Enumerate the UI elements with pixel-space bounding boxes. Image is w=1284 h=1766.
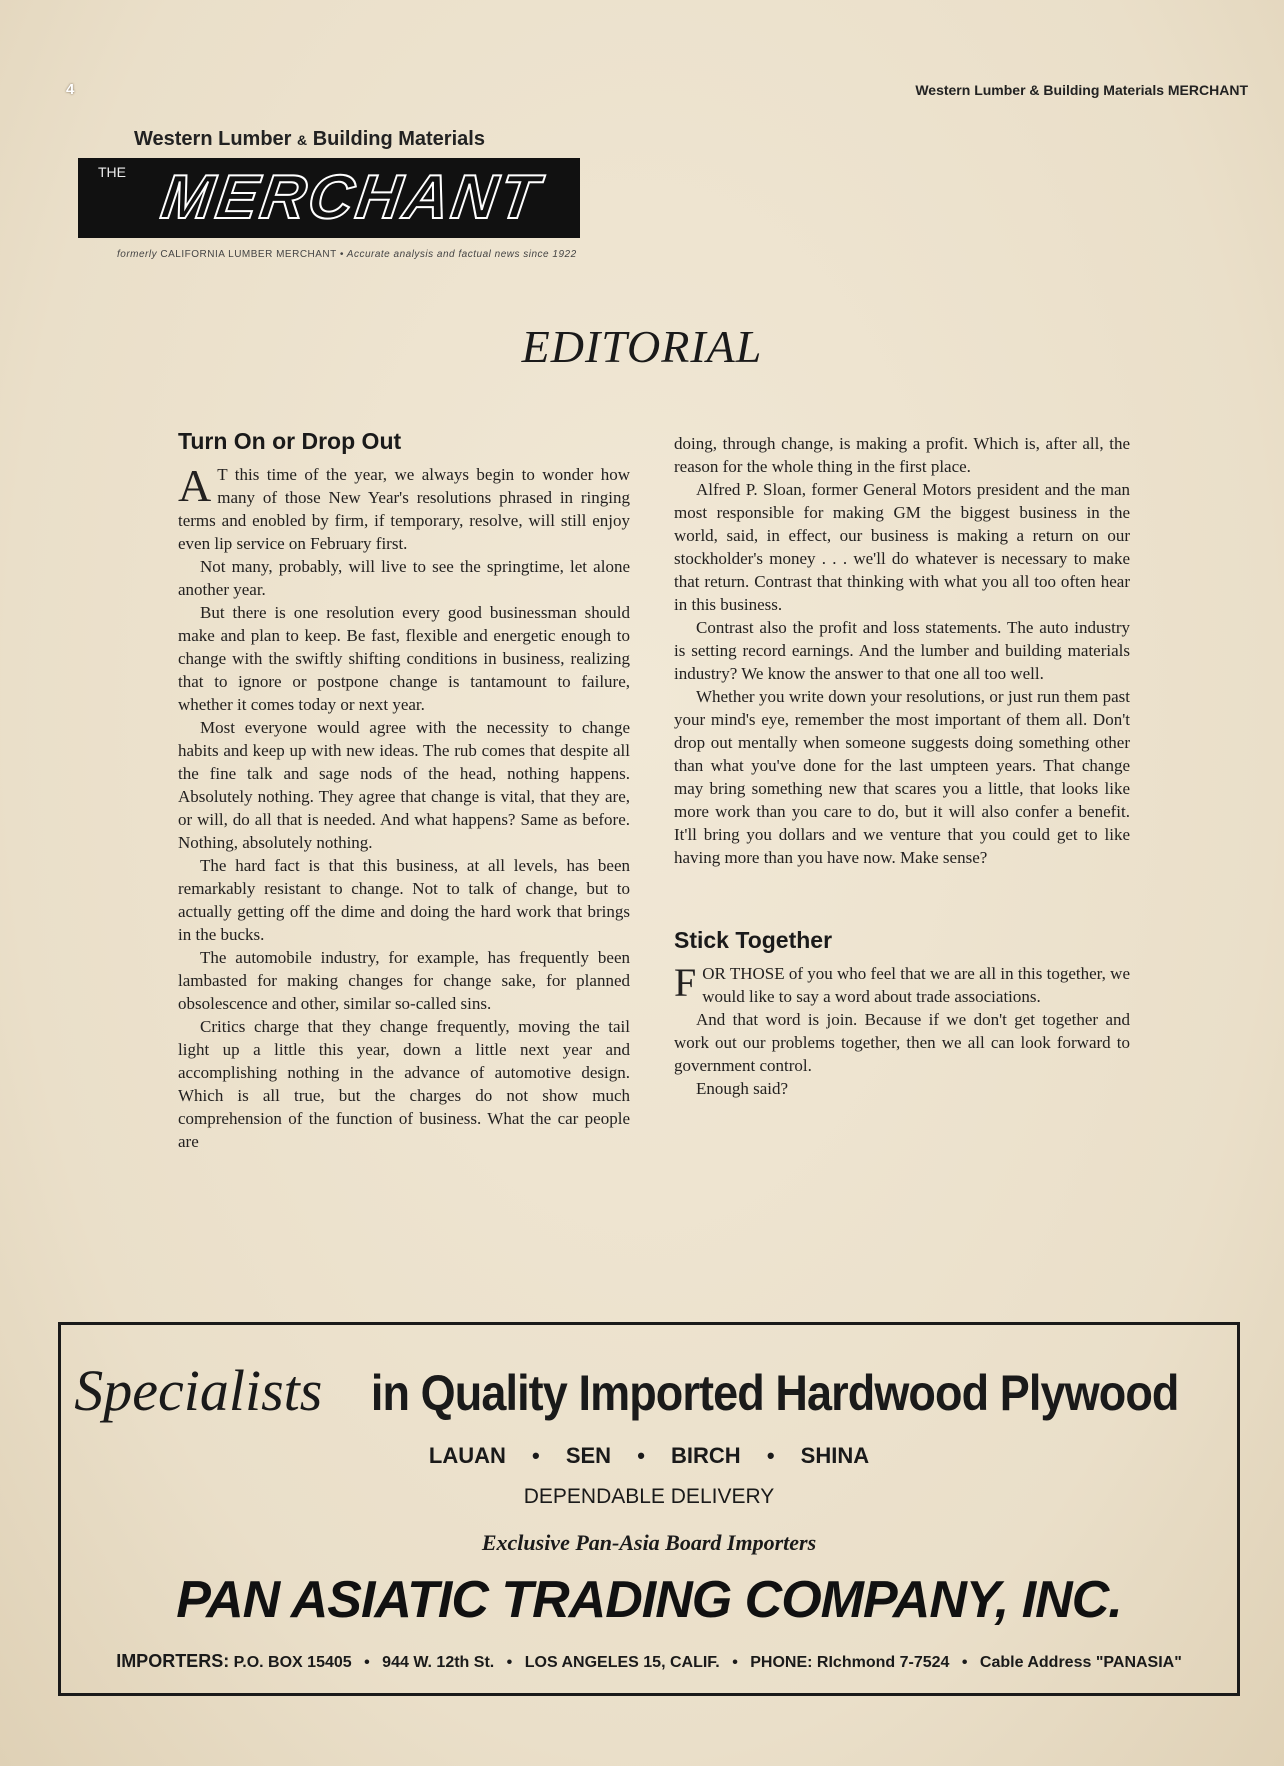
- paragraph: Most everyone would agree with the necessity to change habits and keep up with new ideas. The rub comes that despite all the fine talk and sage nods of the head, nothing happens. Absolutely nothing. They agree that change is vital, that they are, or will, do all that is needed. And what happens? Same as before. Nothing, absolutely nothing.: [178, 718, 630, 852]
- paragraph: Enough said?: [696, 1079, 789, 1098]
- masthead-logo: [78, 158, 580, 238]
- article-heading: Stick Together: [674, 927, 833, 953]
- paragraph: Not many, probably, will live to see the springtime, let alone another year.: [178, 557, 630, 599]
- masthead-former-name: CALIFORNIA LUMBER MERCHANT: [160, 249, 337, 260]
- page-number: 4: [66, 81, 75, 98]
- bullet-icon: •: [637, 1443, 645, 1468]
- article-heading: Turn On or Drop Out: [178, 428, 402, 454]
- advertisement: [58, 1322, 1240, 1696]
- first-paragraph-text: OR THOSE of you who feel that we are all in this together, we would like to say a word about trade associations.: [702, 964, 1130, 1006]
- paragraph: And that word is join. Because if we don't get together and work out our problems together, then we all can look forward to government control.: [674, 1010, 1130, 1075]
- paragraph-continued: doing, through change, is making a profit. Which is, after all, the reason for the whole thing in the first place.: [674, 434, 1130, 476]
- drop-cap: F: [674, 960, 697, 1005]
- first-paragraph-text: T this time of the year, we always begin to wonder how many of those New Year's resolutions phrased in ringing terms and enobled by firm, if temporary, resolve, will still enjoy even lip service on February first.: [178, 465, 630, 553]
- masthead-formerly: formerly: [117, 249, 158, 260]
- bullet-icon: •: [364, 1654, 370, 1671]
- paragraph: Whether you write down your resolutions, or just run them past your mind's eye, remember the most important of them all. Don't drop out mentally when someone suggests doing something other than what you've done for the last umpteen years. That change may bring something new that scares you a little, that looks like more work than you care to do, but it will also confer a benefit. It'll bring you dollars and we venture that you could get to like having more than you have now. Make sense?: [674, 687, 1130, 867]
- masthead-the: THE: [98, 164, 126, 180]
- paragraph: Contrast also the profit and loss statements. The auto industry is setting record earnings. And the lumber and building materials industry? We know the answer to that one all too well.: [674, 618, 1130, 683]
- bullet-icon: •: [506, 1654, 513, 1671]
- ad-address: [61, 1651, 1237, 1672]
- bullet-icon: •: [961, 1654, 968, 1671]
- ad-address-part: 944 W. 12th St.: [382, 1654, 495, 1671]
- masthead-top-b: Building Materials: [312, 128, 485, 150]
- editorial-title: EDITORIAL: [521, 321, 763, 372]
- paragraph: Critics charge that they change frequently, moving the tail light up a little this year, down a little next year and accomplishing nothing in the advance of automotive design. Which is all true, but the charges do not show much comprehension of the function of business. What the car people are: [178, 1017, 630, 1151]
- ad-wood: SHINA: [800, 1443, 870, 1468]
- ad-wood: BIRCH: [671, 1443, 741, 1468]
- masthead-top-a: Western Lumber: [134, 128, 292, 150]
- ad-wood: LAUAN: [428, 1443, 506, 1468]
- paragraph: But there is one resolution every good businessman should make and plan to keep. Be fast, flexible and energetic enough to change with the swiftly shifting conditions in business, realizing that to ignore or postpone change is tantamount to failure, whether it comes today or next year.: [178, 603, 630, 714]
- ad-address-label: IMPORTERS:: [116, 1651, 230, 1671]
- ad-delivery: DEPENDABLE DELIVERY: [523, 1485, 775, 1508]
- ad-headline-script: Specialists: [74, 1358, 323, 1423]
- masthead-name: MERCHANT: [157, 163, 546, 232]
- ad-address-part: PHONE: RIchmond 7-7524: [750, 1654, 950, 1671]
- column-right: [674, 432, 1130, 1100]
- column-left: [178, 430, 630, 1153]
- masthead-top-amp: &: [297, 132, 308, 148]
- ad-headline: [61, 1357, 1237, 1424]
- ad-headline-rest: in Quality Imported Hardwood Plywood: [371, 1365, 1179, 1421]
- ad-wood-list: [61, 1443, 1237, 1469]
- paragraph: Alfred P. Sloan, former General Motors president and the man most responsible for making GM the biggest business in the world, said, in effect, our business is making a return on our stockholder's money . . . we'll do whatever is necessary to make that return. Contrast that thinking with what you all too often hear in this business.: [674, 480, 1130, 614]
- masthead-tagline: • Accurate analysis and factual news since 1922: [339, 249, 577, 260]
- masthead-subtitle: [117, 249, 577, 260]
- bullet-icon: •: [732, 1654, 738, 1671]
- article-first-paragraph: [178, 460, 630, 555]
- ad-address-part: LOS ANGELES 15, CALIF.: [524, 1654, 720, 1671]
- ad-address-part: P.O. BOX 15405: [233, 1654, 352, 1671]
- bullet-icon: •: [766, 1443, 775, 1468]
- ad-address-part: Cable Address "PANASIA": [979, 1654, 1182, 1671]
- masthead-top-line: [134, 128, 485, 151]
- ad-exclusive: Exclusive Pan-Asia Board Importers: [481, 1530, 817, 1555]
- bullet-icon: •: [532, 1443, 540, 1468]
- running-head: Western Lumber & Building Materials MERCHANT: [915, 82, 1248, 98]
- article-first-paragraph: [674, 962, 1130, 1008]
- ad-company-name: PAN ASIATIC TRADING COMPANY, INC.: [176, 1571, 1122, 1629]
- paragraph: The automobile industry, for example, has frequently been lambasted for making changes for change sake, for planned obsolescence and other, similar so-called sins.: [178, 948, 630, 1013]
- drop-cap: A: [178, 460, 212, 511]
- paragraph: The hard fact is that this business, at all levels, has been remarkably resistant to change. Not to talk of change, but to actually getting off the dime and doing the hard work that brings in the bucks.: [178, 856, 630, 944]
- ad-wood: SEN: [565, 1443, 612, 1468]
